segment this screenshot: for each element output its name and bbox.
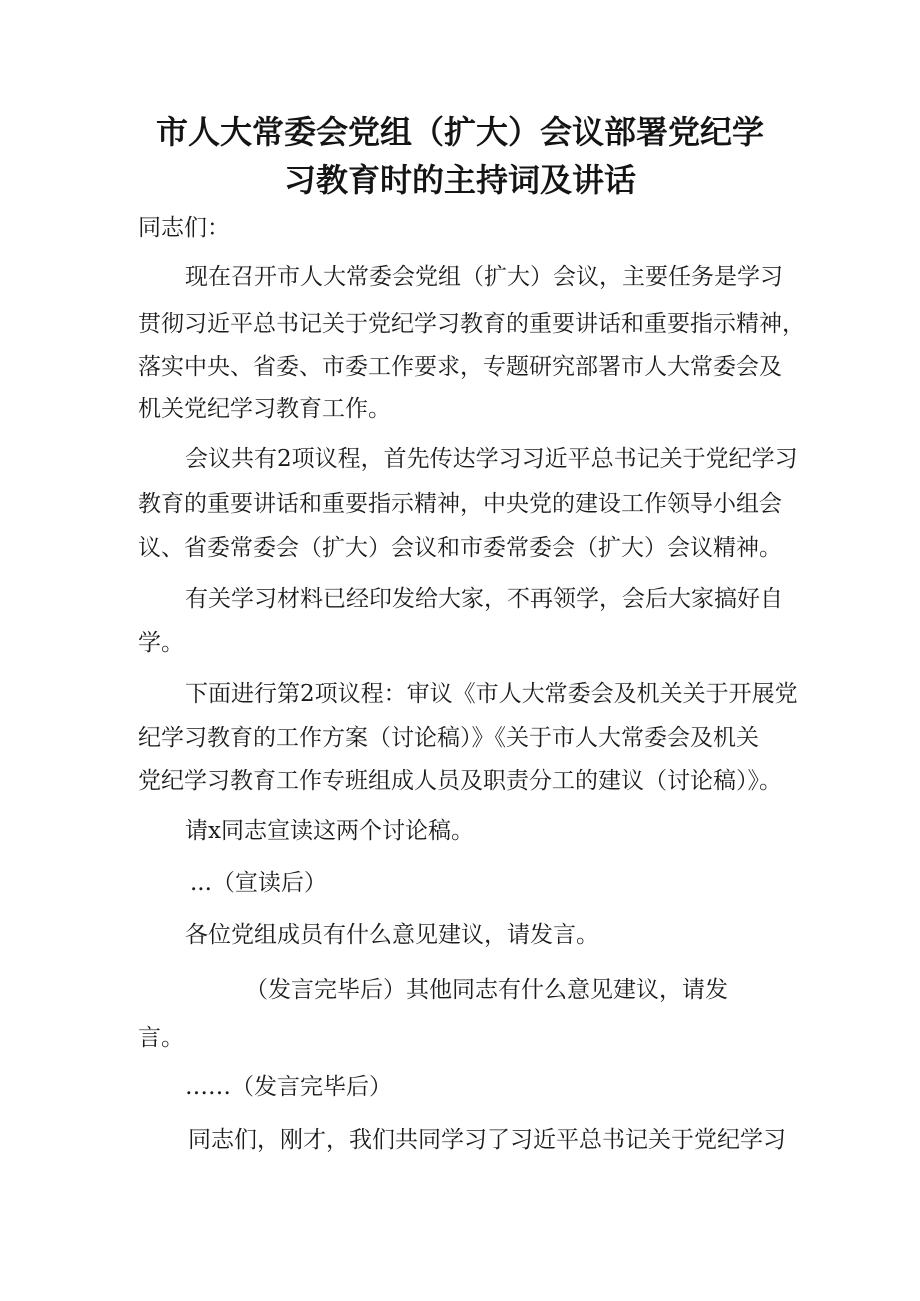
paragraph-line: 党纪学习教育工作专班组成人员及职责分工的建议（讨论稿）》。: [138, 768, 782, 794]
salutation: 同志们：: [138, 215, 230, 241]
paragraph-line: 下面进行第2项议程：审议《市人大常委会及机关关于开展党: [185, 681, 798, 707]
title-line-1: 市人大常委会党组（扩大）会议部署党纪学: [155, 113, 764, 151]
paragraph-line: 有关学习材料已经印发给大家，不再领学，会后大家搞好自: [185, 586, 783, 612]
paragraph-line: 请x同志宣读这两个讨论稿。: [185, 818, 474, 844]
paragraph-line: 同志们，刚才，我们共同学习了习近平总书记关于党纪学习: [188, 1127, 786, 1153]
paragraph-line: 各位党组成员有什么意见建议，请发言。: [185, 922, 599, 948]
paragraph-line: 机关党纪学习教育工作。: [138, 396, 391, 422]
paragraph-line: 现在召开市人大常委会党组（扩大）会议，主要任务是学习: [185, 264, 783, 290]
paragraph-line: ……（发言完毕后）: [185, 1074, 392, 1100]
paragraph-line: 落实中央、省委、市委工作要求，专题研究部署市人大常委会及: [138, 354, 782, 380]
paragraph-line: ...（宣读后）: [190, 870, 327, 896]
title-line-2: 习教育时的主持词及讲话: [283, 161, 636, 199]
paragraph-line: 纪学习教育的工作方案（讨论稿）》《关于市人大常委会及机关: [138, 725, 759, 751]
paragraph-line: 学。: [138, 630, 184, 656]
paragraph-line: 议、省委常委会（扩大）会议和市委常委会（扩大）会议精神。: [138, 535, 782, 561]
paragraph-line: 贯彻习近平总书记关于党纪学习教育的重要讲话和重要指示精神，: [138, 311, 805, 337]
paragraph-line: 教育的重要讲话和重要指示精神，中央党的建设工作领导小组会: [138, 491, 782, 517]
paragraph-line: 会议共有2项议程，首先传达学习习近平总书记关于党纪学习: [185, 446, 798, 472]
paragraph-line: （发言完毕后）其他同志有什么意见建议，请发: [245, 977, 728, 1003]
paragraph-line: 言。: [138, 1025, 184, 1051]
